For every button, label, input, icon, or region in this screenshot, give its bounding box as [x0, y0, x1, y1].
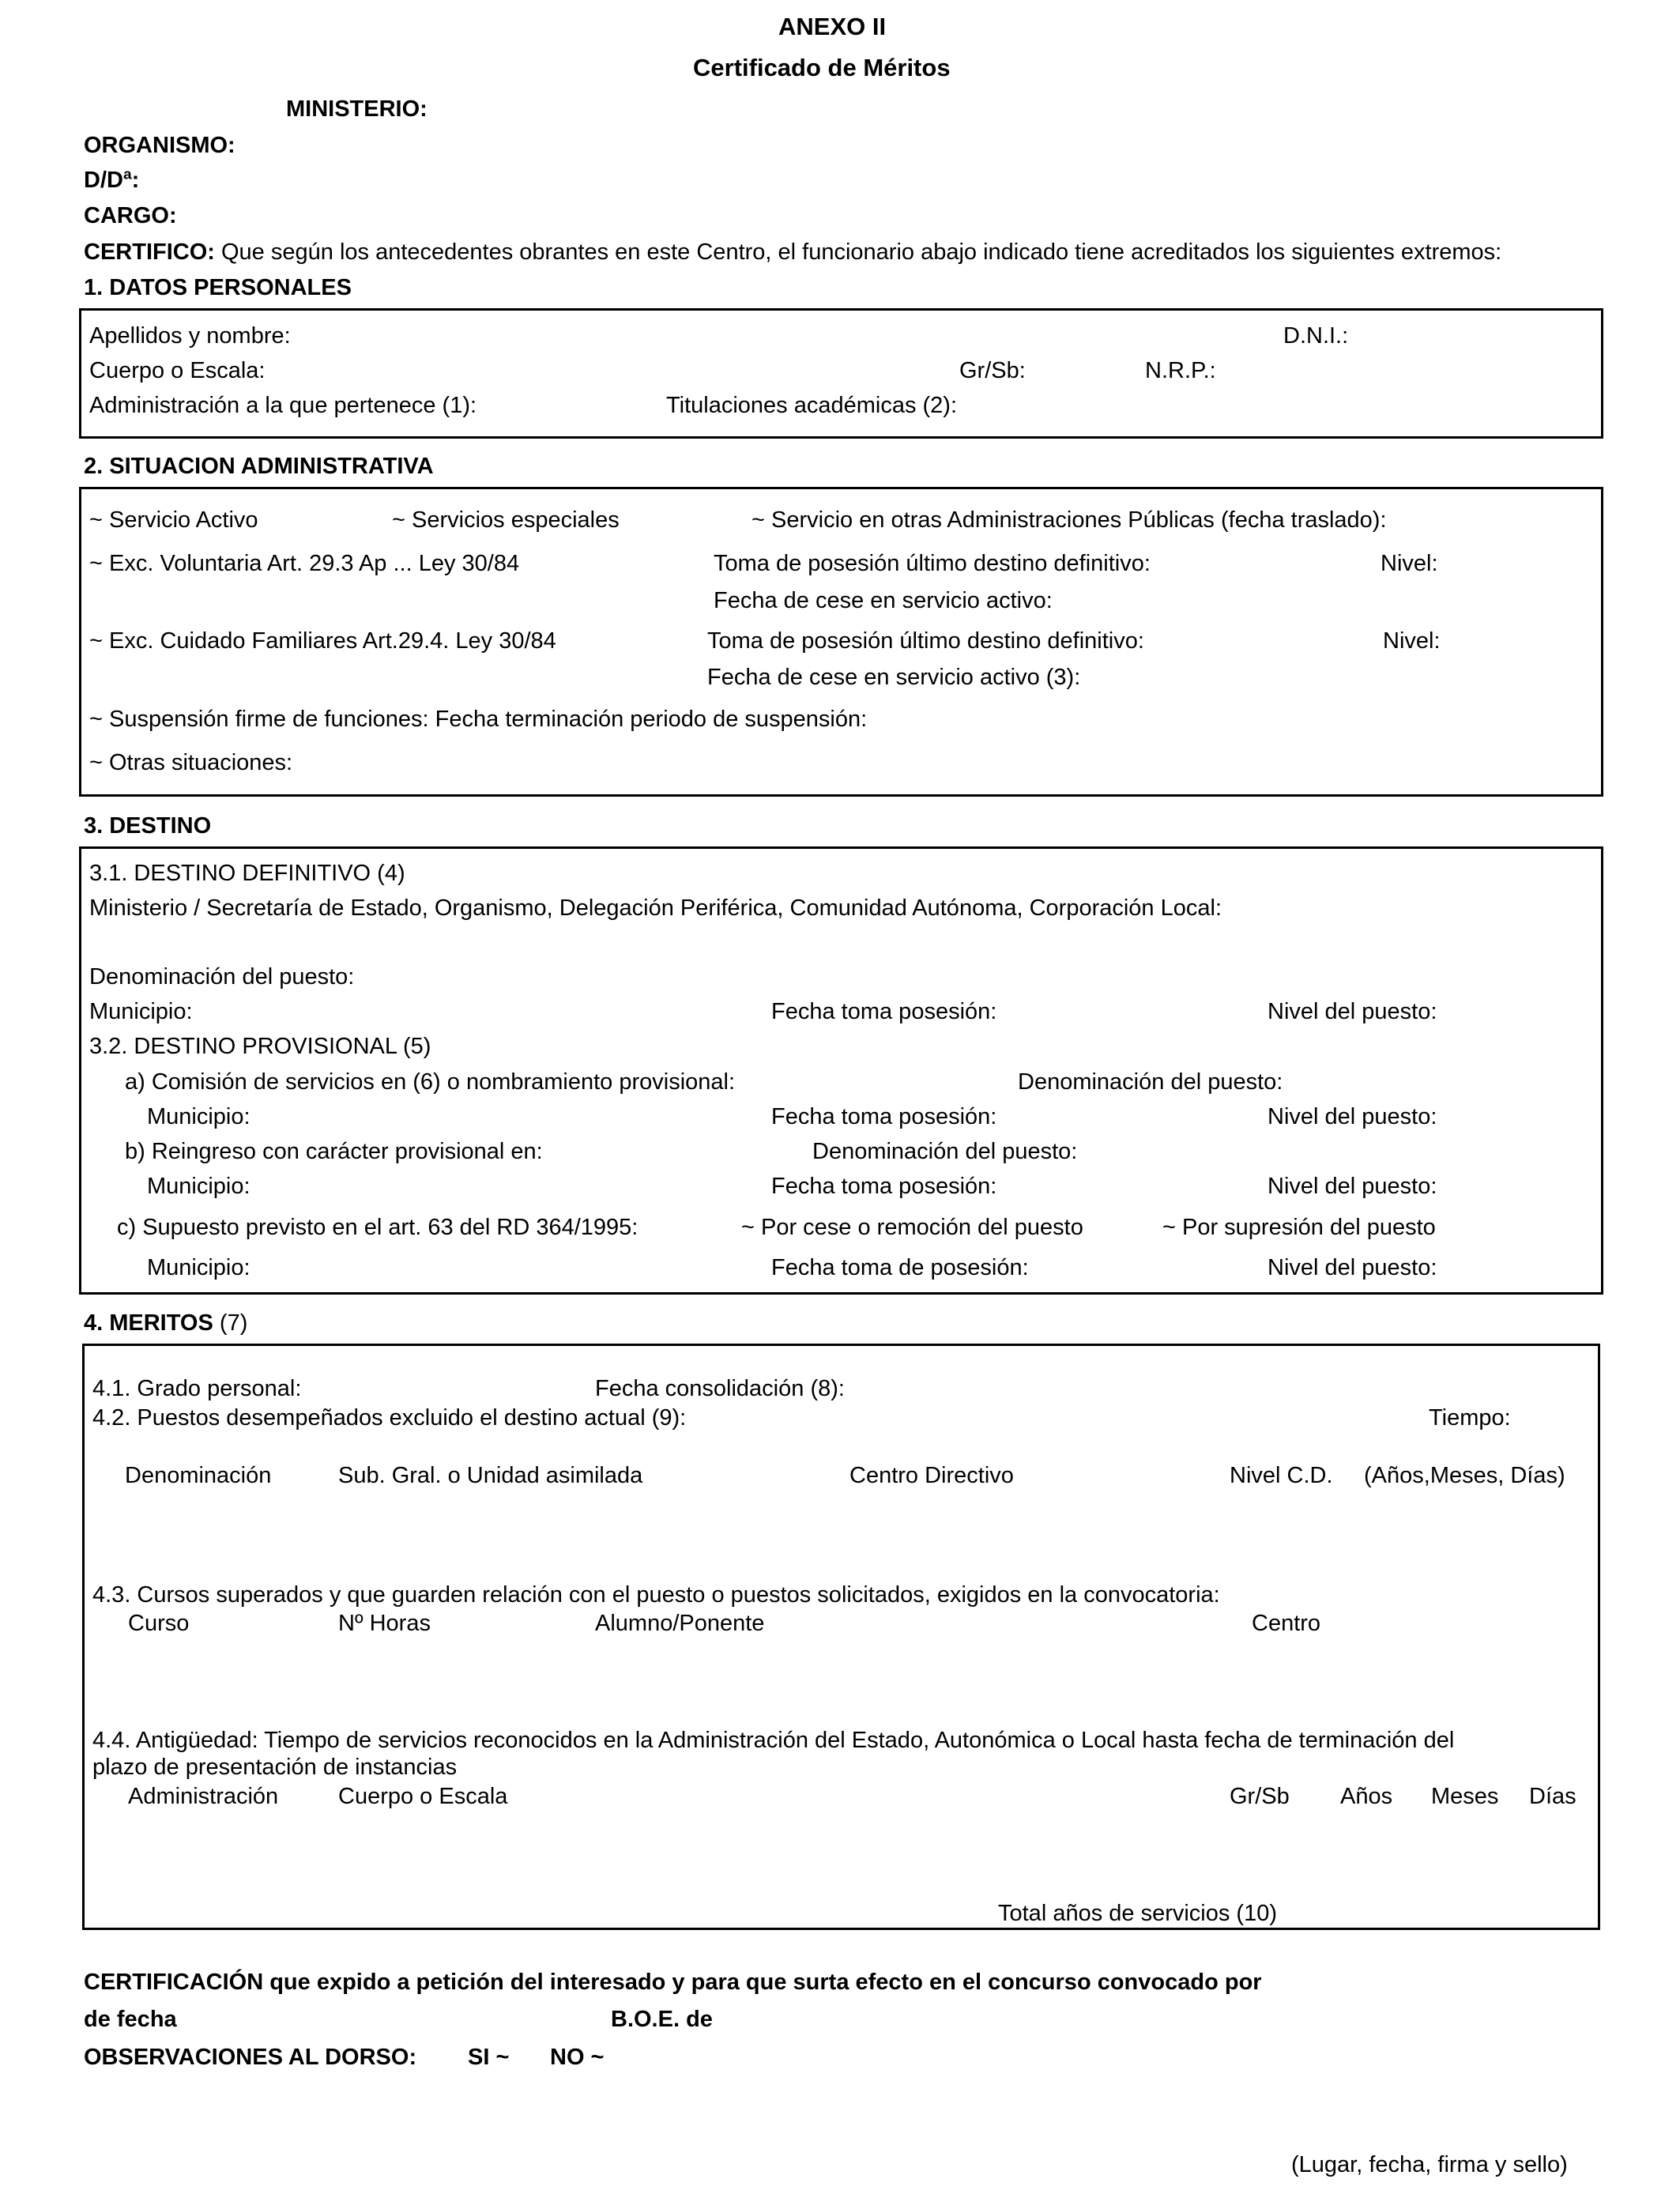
certifico-line — [84, 241, 1501, 264]
destino-provisional-heading: 3.2. DESTINO PROVISIONAL (5) — [89, 1034, 431, 1059]
toma-posesion-2: Toma de posesión último destino definitivo: — [707, 628, 1144, 654]
total-anos-servicios: Total años de servicios (10) — [998, 1901, 1277, 1926]
grsb-label: Gr/Sb: — [959, 358, 1026, 383]
fecha-cese-1: Fecha de cese en servicio activo: — [714, 588, 1053, 613]
c-municipio: Municipio: — [147, 1255, 250, 1280]
c-fecha-toma: Fecha toma de posesión: — [771, 1255, 1029, 1280]
apellidos-label: Apellidos y nombre: — [89, 323, 291, 349]
document-title: Certificado de Méritos — [693, 54, 951, 81]
col-anos-meses-dias: (Años,Meses, Días) — [1364, 1463, 1565, 1488]
observaciones-label: OBSERVACIONES AL DORSO: — [84, 2045, 417, 2070]
fecha-consolidacion: Fecha consolidación (8): — [595, 1376, 845, 1401]
a-nivel-puesto: Nivel del puesto: — [1268, 1104, 1437, 1129]
certificacion-line: CERTIFICACIÓN que expido a petición del interesado y para que surta efecto en el concurso convocado por — [84, 1970, 1262, 1995]
section-4-note: (7) — [219, 1310, 248, 1336]
boe-label: B.O.E. de — [611, 2007, 713, 2032]
servicio-activo-option: ~ Servicio Activo — [89, 507, 258, 533]
section-4-title-line — [84, 1312, 247, 1335]
cese-remocion-option: ~ Por cese o remoción del puesto — [741, 1215, 1083, 1240]
b-nivel-puesto: Nivel del puesto: — [1268, 1174, 1437, 1199]
organismo-label: ORGANISMO: — [84, 133, 235, 158]
col-alumno-ponente: Alumno/Ponente — [595, 1611, 765, 1636]
signature-caption: (Lugar, fecha, firma y sello) — [1291, 2152, 1568, 2177]
destino-definitivo-heading: 3.1. DESTINO DEFINITIVO (4) — [89, 861, 405, 886]
a-fecha-toma: Fecha toma posesión: — [771, 1104, 997, 1129]
fecha-cese-2: Fecha de cese en servicio activo (3): — [707, 665, 1081, 690]
cargo-label: CARGO: — [84, 203, 177, 228]
section-3-title: 3. DESTINO — [84, 813, 212, 839]
titulaciones-label: Titulaciones académicas (2): — [666, 393, 958, 418]
section-2-title: 2. SITUACION ADMINISTRATIVA — [84, 454, 434, 479]
section-4-title: 4. MERITOS — [84, 1310, 213, 1336]
suspension-option: ~ Suspensión firme de funciones: Fecha terminación periodo de suspensión: — [89, 707, 868, 732]
nivel-1: Nivel: — [1381, 551, 1438, 576]
col-denominacion: Denominación — [125, 1463, 272, 1488]
antiguedad-line-1: 4.4. Antigüedad: Tiempo de servicios reconocidos en la Administración del Estado, Autonómica o Local hasta fecha de terminación del — [92, 1728, 1455, 1753]
administracion-label: Administración a la que pertenece (1): — [89, 393, 477, 418]
fecha-toma-label: Fecha toma posesión: — [771, 999, 997, 1024]
cuerpo-label: Cuerpo o Escala: — [89, 358, 266, 383]
ministerio-label: MINISTERIO: — [286, 96, 428, 122]
exc-cuidado-option: ~ Exc. Cuidado Familiares Art.29.4. Ley 30/84 — [89, 628, 556, 654]
col-nivel-cd: Nivel C.D. — [1230, 1463, 1333, 1488]
annex-title: ANEXO II — [778, 13, 887, 40]
si-option: SI ~ — [468, 2045, 510, 2070]
tiempo-label: Tiempo: — [1429, 1405, 1511, 1431]
col-centro-directivo: Centro Directivo — [849, 1463, 1014, 1488]
dda-label: D/Dª: — [84, 168, 140, 193]
col-administracion: Administración — [128, 1784, 279, 1809]
no-option: NO ~ — [550, 2045, 605, 2070]
servicios-especiales-option: ~ Servicios especiales — [392, 507, 620, 533]
ministerio-line: Ministerio / Secretaría de Estado, Organismo, Delegación Periférica, Comunidad Autónoma, Corporación Local: — [89, 895, 1222, 921]
section-1-box — [79, 308, 1603, 439]
col-subgral: Sub. Gral. o Unidad asimilada — [338, 1463, 643, 1488]
section-4-box — [82, 1344, 1600, 1930]
exc-voluntaria-option: ~ Exc. Voluntaria Art. 29.3 Ap ... Ley 30/84 — [89, 551, 520, 576]
c-nivel-puesto: Nivel del puesto: — [1268, 1255, 1437, 1280]
reingreso-line: b) Reingreso con carácter provisional en: — [125, 1139, 543, 1164]
denominacion-puesto: Denominación del puesto: — [89, 964, 355, 990]
a-municipio: Municipio: — [147, 1104, 250, 1129]
otras-situaciones-option: ~ Otras situaciones: — [89, 750, 293, 775]
toma-posesion-1: Toma de posesión último destino definitivo: — [714, 551, 1151, 576]
municipio-label: Municipio: — [89, 999, 193, 1024]
col-anos: Años — [1340, 1784, 1393, 1809]
certifico-label: CERTIFICO: — [84, 239, 215, 265]
nivel-2: Nivel: — [1383, 628, 1441, 654]
b-municipio: Municipio: — [147, 1174, 250, 1199]
col-meses: Meses — [1431, 1784, 1499, 1809]
col-centro: Centro — [1252, 1611, 1321, 1636]
col-cuerpo-escala: Cuerpo o Escala — [338, 1784, 508, 1809]
antiguedad-line-2: plazo de presentación de instancias — [92, 1755, 458, 1780]
comision-servicios-line: a) Comisión de servicios en (6) o nombramiento provisional: — [125, 1069, 736, 1095]
col-curso: Curso — [128, 1611, 190, 1636]
b-fecha-toma: Fecha toma posesión: — [771, 1174, 997, 1199]
puestos-desempenados: 4.2. Puestos desempeñados excluido el destino actual (9): — [92, 1405, 687, 1431]
col-dias: Días — [1529, 1784, 1576, 1809]
dni-label: D.N.I.: — [1283, 323, 1349, 349]
otras-administraciones-option: ~ Servicio en otras Administraciones Públicas (fecha traslado): — [751, 507, 1387, 533]
col-horas: Nº Horas — [338, 1611, 431, 1636]
grado-personal: 4.1. Grado personal: — [92, 1376, 302, 1401]
supuesto-line: c) Supuesto previsto en el art. 63 del RD 364/1995: — [117, 1215, 638, 1240]
section-1-title: 1. DATOS PERSONALES — [84, 275, 352, 300]
certifico-text: Que según los antecedentes obrantes en este Centro, el funcionario abajo indicado tiene acreditados los siguientes extremos: — [221, 239, 1502, 265]
de-fecha-label: de fecha — [84, 2007, 177, 2032]
nivel-puesto-label: Nivel del puesto: — [1268, 999, 1437, 1024]
col-grsb: Gr/Sb — [1230, 1784, 1290, 1809]
a-denominacion: Denominación del puesto: — [1018, 1069, 1283, 1095]
b-denominacion: Denominación del puesto: — [812, 1139, 1078, 1164]
cursos-superados: 4.3. Cursos superados y que guarden relación con el puesto o puestos solicitados, exigidos en la convocatoria: — [92, 1582, 1220, 1608]
nrp-label: N.R.P.: — [1145, 358, 1216, 383]
supresion-option: ~ Por supresión del puesto — [1162, 1215, 1436, 1240]
